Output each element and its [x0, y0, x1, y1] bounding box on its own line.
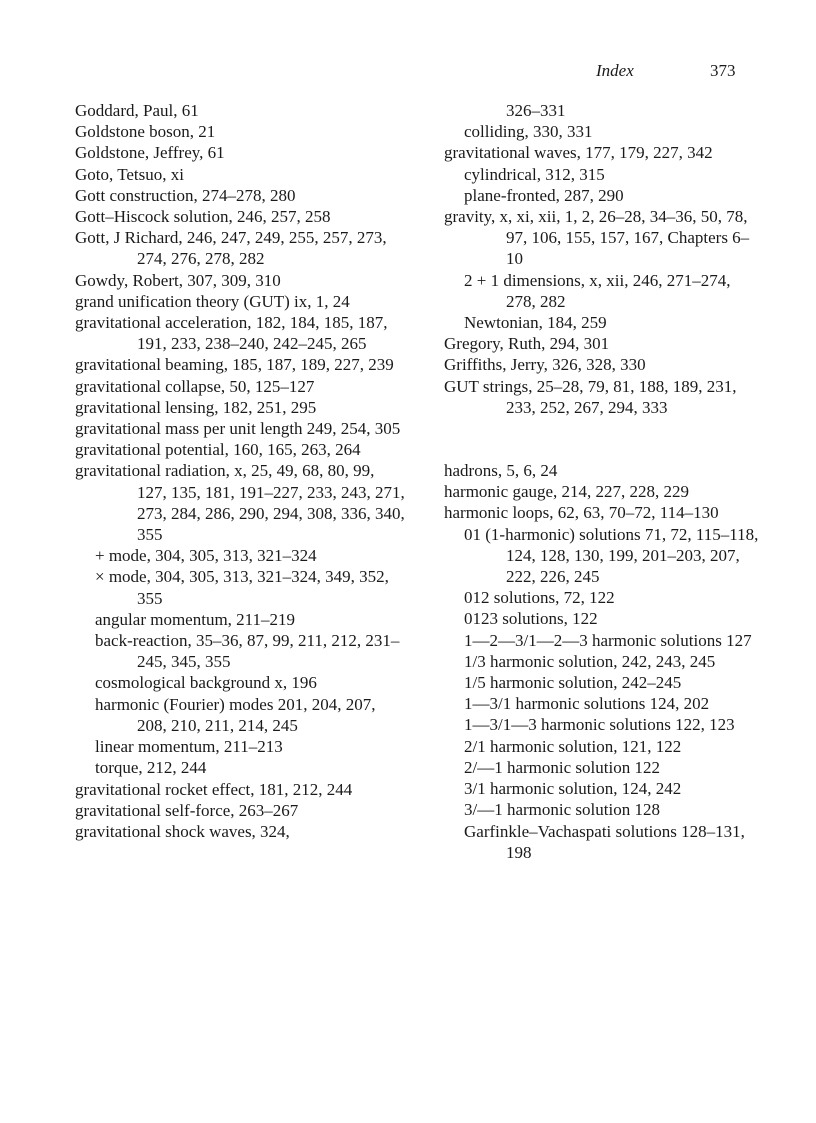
index-entry: gravitational waves, 177, 179, 227, 342	[444, 143, 713, 163]
index-entry: gravitational shock waves, 324,	[75, 821, 290, 841]
index-entry: Gowdy, Robert, 307, 309, 310	[75, 270, 281, 290]
index-subentry: 0123 solutions, 122	[464, 609, 598, 629]
running-head-title: Index	[596, 61, 634, 80]
index-subentry: 2/—1 harmonic solution 122	[464, 757, 660, 777]
index-subentry: 2/1 harmonic solution, 121, 122	[464, 736, 682, 756]
index-entry: harmonic gauge, 214, 227, 228, 229	[444, 482, 690, 502]
index-entry: Goddard, Paul, 61	[75, 101, 199, 120]
index-entry: gravitational radiation, x, 25, 49, 68, 80, 99, 127, 135, 181, 191–227, 233, 243, 271, 273, 284, 286, 290, 294, 308, 336, 340, 355	[75, 461, 405, 545]
index-subentry: 1/3 harmonic solution, 242, 243, 245	[464, 651, 716, 671]
index-entry: Gott–Hiscock solution, 246, 257, 258	[75, 207, 331, 227]
page-number: 373	[710, 61, 736, 80]
index-entry: Griffiths, Jerry, 326, 328, 330	[444, 355, 646, 375]
index-subentry: 2 + 1 dimensions, x, xii, 246, 271–274, 278, 282	[464, 270, 731, 311]
index-subentry: 1—3/1 harmonic solutions 124, 202	[464, 694, 710, 714]
index-subentry: back-reaction, 35–36, 87, 99, 211, 212, 231–245, 345, 355	[95, 631, 400, 672]
index-entry: Gott construction, 274–278, 280	[75, 185, 296, 205]
index-entry-continued: 326–331	[506, 101, 566, 120]
index-entry: Gregory, Ruth, 294, 301	[444, 334, 610, 354]
index-entry: Goldstone boson, 21	[75, 122, 216, 142]
index-entry: gravitational beaming, 185, 187, 189, 227, 239	[75, 355, 394, 375]
index-subentry: × mode, 304, 305, 313, 321–324, 349, 352, 355	[95, 567, 389, 608]
index-entry: harmonic loops, 62, 63, 70–72, 114–130	[444, 503, 719, 523]
index-subentry: colliding, 330, 331	[464, 122, 593, 142]
index-entry: hadrons, 5, 6, 24	[444, 461, 558, 481]
index-entry: gravitational lensing, 182, 251, 295	[75, 397, 317, 417]
index-entry: Goldstone, Jeffrey, 61	[75, 143, 225, 163]
index-subentry: cylindrical, 312, 315	[464, 164, 605, 184]
running-head	[0, 61, 816, 83]
index-subentry: 01 (1-harmonic) solutions 71, 72, 115–118, 124, 128, 130, 199, 201–203, 207, 222, 226, 245	[464, 524, 759, 587]
index-entry: gravitational collapse, 50, 125–127	[75, 376, 315, 396]
index-entry: gravitational self-force, 263–267	[75, 800, 299, 820]
index-subentry: 3/—1 harmonic solution 128	[464, 800, 660, 820]
index-subentry: plane-fronted, 287, 290	[464, 185, 624, 205]
index-subentry: angular momentum, 211–219	[95, 609, 296, 629]
index-subentry: 1/5 harmonic solution, 242–245	[464, 673, 682, 693]
index-subentry: 3/1 harmonic solution, 124, 242	[464, 779, 682, 799]
index-subentry: torque, 212, 244	[95, 758, 207, 778]
index-entry: Goto, Tetsuo, xi	[75, 164, 184, 184]
index-subentry: 1—3/1—3 harmonic solutions 122, 123	[464, 715, 735, 735]
index-entry: gravitational rocket effect, 181, 212, 244	[75, 779, 353, 799]
index-entry: gravitational acceleration, 182, 184, 185, 187, 191, 233, 238–240, 242–245, 265	[75, 313, 388, 354]
index-column-left	[75, 100, 405, 842]
index-entry: gravitational potential, 160, 165, 263, 264	[75, 440, 361, 460]
index-entry: gravity, x, xi, xii, 1, 2, 26–28, 34–36, 50, 78, 97, 106, 155, 157, 167, Chapters 6–10	[444, 207, 750, 269]
letter-group-gap	[444, 418, 764, 460]
index-entry: Gott, J Richard, 246, 247, 249, 255, 257, 273, 274, 276, 278, 282	[75, 228, 387, 269]
index-entry: gravitational mass per unit length 249, 254, 305	[75, 419, 401, 439]
index-entry: GUT strings, 25–28, 79, 81, 188, 189, 231, 233, 252, 267, 294, 333	[444, 376, 737, 417]
index-subentry: cosmological background x, 196	[95, 673, 317, 693]
index-column-right	[444, 100, 764, 863]
index-subentry: harmonic (Fourier) modes 201, 204, 207, 208, 210, 211, 214, 245	[95, 694, 376, 735]
index-entry: grand unification theory (GUT) ix, 1, 24	[75, 291, 350, 311]
index-subentry: Garfinkle–Vachaspati solutions 128–131, 198	[464, 821, 745, 862]
index-subentry: 1—2—3/1—2—3 harmonic solutions 127	[464, 630, 752, 650]
index-subentry: Newtonian, 184, 259	[464, 313, 607, 333]
index-subentry: 012 solutions, 72, 122	[464, 588, 615, 608]
index-subentry: linear momentum, 211–213	[95, 737, 283, 757]
index-subentry: + mode, 304, 305, 313, 321–324	[95, 546, 317, 566]
